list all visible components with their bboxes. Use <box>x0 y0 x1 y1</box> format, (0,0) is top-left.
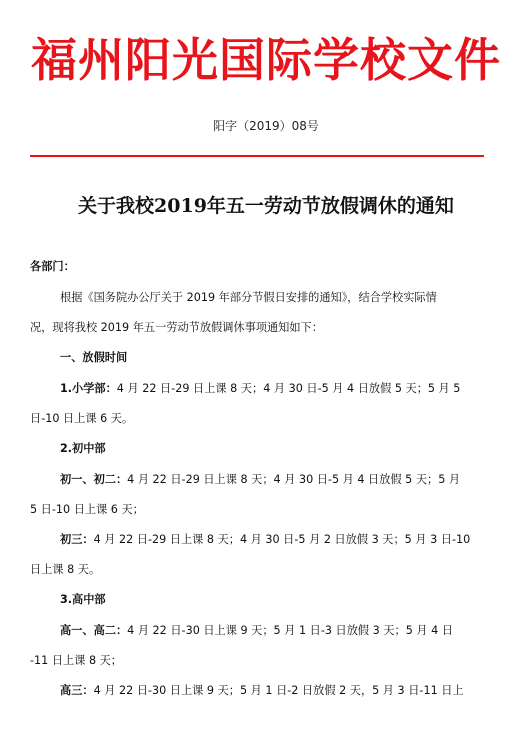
high-grade12-line <box>60 623 520 639</box>
middle-grade12-text: 4 月 22 日-29 日上课 8 天；4 月 30 日-5 月 4 日放假 5 天；5 月 <box>127 473 461 486</box>
middle-grade3-label: 初三： <box>60 533 94 546</box>
middle-grade3-line <box>60 532 520 548</box>
high-grade12-label: 高一、高二： <box>60 624 128 637</box>
middle-grade12-label: 初一、初二： <box>60 473 128 486</box>
notice-title: 关于我校2019年五一劳动节放假调休的通知 <box>78 195 454 217</box>
section-heading-holiday-time: 一、放假时间 <box>60 351 128 364</box>
high-grade3-label: 高三： <box>60 684 94 697</box>
primary-school-label: 1.小学部： <box>60 382 117 395</box>
primary-school-line-2: 日-10 日上课 6 天。 <box>30 412 134 425</box>
high-grade12-text: 4 月 22 日-30 日上课 9 天；5 月 1 日-3 日放假 3 天；5 月 4 日 <box>127 624 453 637</box>
middle-grade12-line-2: 5 日-10 日上课 6 天； <box>30 503 144 516</box>
addressee: 各部门： <box>30 260 75 273</box>
document-number: 阳字（2019）08号 <box>213 119 319 133</box>
middle-grade3-text: 4 月 22 日-29 日上课 8 天；4 月 30 日-5 月 2 日放假 3 天；5 月 3 日-10 <box>93 533 471 546</box>
high-grade3-text: 4 月 22 日-30 日上课 9 天；5 月 1 日-2 日放假 2 天，5 月 3 日-11 日上 <box>93 684 464 697</box>
intro-paragraph-line: 根据《国务院办公厅关于 2019 年部分节假日安排的通知》，结合学校实际情 <box>60 291 437 304</box>
middle-school-heading: 2.初中部 <box>60 442 106 455</box>
intro-paragraph-line: 况，现将我校 2019 年五一劳动节放假调休事项通知如下： <box>30 321 323 334</box>
high-school-heading: 3.高中部 <box>60 593 106 606</box>
primary-school-text: 4 月 22 日-29 日上课 8 天；4 月 30 日-5 月 4 日放假 5 天；5 月 5 <box>116 382 461 395</box>
primary-school-line <box>60 381 520 397</box>
high-grade12-line-2: -11 日上课 8 天； <box>30 654 122 667</box>
red-divider <box>30 155 484 157</box>
organization-title: 福州阳光国际学校文件 <box>31 33 501 87</box>
middle-grade3-line-2: 日上课 8 天。 <box>30 563 101 576</box>
high-grade3-line <box>60 683 520 699</box>
middle-grade12-line <box>60 472 520 488</box>
